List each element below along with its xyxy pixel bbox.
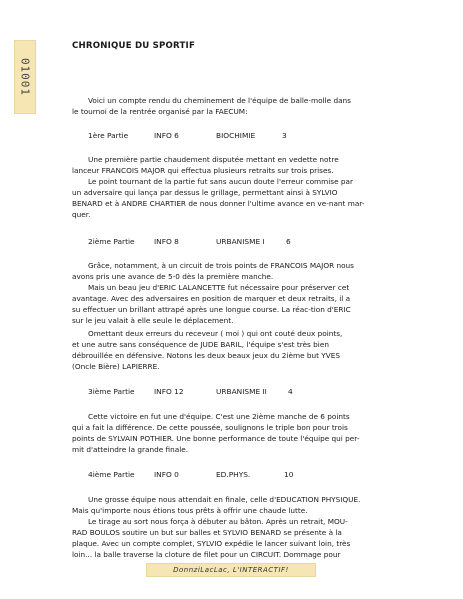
body-line: un adversaire qui lança par dessus le grillage, permettant ainsi à SYLVIO xyxy=(72,188,338,197)
body-line: avantage. Avec des adversaires en position de marquer et deux retraits, il a xyxy=(72,294,351,303)
game-part: 1ère Partie xyxy=(88,131,129,140)
body-line: mit d'atteindre la grande finale. xyxy=(72,445,189,454)
game-part: 2ième Partie xyxy=(88,237,135,246)
game-part: 4ième Partie xyxy=(88,470,135,479)
body-line: BENARD et à ANDRE CHARTIER de nous donner l'ultime avance en ve-nant mar- xyxy=(72,199,365,208)
body-line: débrouillée en défensive. Notons les deux beaux jeux du 2ième but YVES xyxy=(72,351,341,360)
footer-banner: DonnziLacLac, L'INTERACTIF! xyxy=(146,563,316,577)
team-home: INFO 12 xyxy=(154,387,184,396)
team-away: ED.PHYS. xyxy=(216,470,251,479)
body-line: Mais qu'importe nous étions tous prêts à offrir une chaude lutte. xyxy=(72,506,308,515)
body-line: Une grosse équipe nous attendait en finale, celle d'EDUCATION PHYSIQUE. xyxy=(88,495,361,504)
body-line: (Oncle Bière) LAPIERRE. xyxy=(72,362,160,371)
body-line: Mais un beau jeu d'ERIC LALANCETTE fut nécessaire pour préserver cet xyxy=(88,283,350,292)
body-line: Le point tournant de la partie fut sans aucun doute l'erreur commise par xyxy=(88,177,354,186)
game-part: 3ième Partie xyxy=(88,387,135,396)
archive-number: 01001 xyxy=(18,57,32,97)
team-away: URBANISME I xyxy=(216,237,265,246)
team-home: INFO 6 xyxy=(154,131,179,140)
intro-line: Voici un compte rendu du cheminement de l'équipe de balle-molle dans xyxy=(88,96,351,105)
body-line: points de SYLVAIN POTHIER. Une bonne performance de toute l'équipe qui per- xyxy=(72,434,360,443)
team-away: URBANISME II xyxy=(216,387,267,396)
body-line: Une première partie chaudement disputée mettant en vedette notre xyxy=(88,155,339,164)
body-line: su effectuer un brillant attrapé après une longue course. La réac-tion d'ERIC xyxy=(72,305,351,314)
archive-stamp xyxy=(14,40,36,114)
body-line: lanceur FRANCOIS MAJOR qui effectua plusieurs retraits sur trois prises. xyxy=(72,166,334,175)
body-line: quer. xyxy=(72,210,91,219)
team-away: BIOCHIMIE xyxy=(216,131,256,140)
team-home: INFO 0 xyxy=(154,470,179,479)
body-line: loin... la balle traverse la cloture de filet pour un CIRCUIT. Dommage pour xyxy=(72,550,341,559)
body-line: Cette victoire en fut une d'équipe. C'est une 2ième manche de 6 points xyxy=(88,412,350,421)
team-away-score: 10 xyxy=(284,470,294,479)
body-line: Grâce, notamment, à un circuit de trois points de FRANCOIS MAJOR nous xyxy=(88,261,354,270)
body-line: Le tirage au sort nous força à débuter au bâton. Après un retrait, MOU- xyxy=(88,517,348,526)
body-line: RAD BOULOS soutire un but sur balles et SYLVIO BENARD se présente à la xyxy=(72,528,342,537)
body-line: avons pris une avance de 5-0 dès la première manche. xyxy=(72,272,274,281)
body-line: sur le jeu valait à elle seule le déplacement. xyxy=(72,316,234,325)
body-line: Omettant deux erreurs du receveur ( moi ) qui ont couté deux points, xyxy=(88,329,343,338)
intro-line: le tournoi de la rentrée organisé par la FAECUM: xyxy=(72,107,248,116)
team-away-score: 4 xyxy=(288,387,293,396)
article-title: CHRONIQUE DU SPORTIF xyxy=(72,41,196,51)
team-away-score: 6 xyxy=(286,237,291,246)
body-line: plaque. Avec un compte complet, SYLVIO expédie le lancer suivant loin, très xyxy=(72,539,351,548)
team-home: INFO 8 xyxy=(154,237,179,246)
team-away-score: 3 xyxy=(282,131,287,140)
body-line: et une autre sans conséquence de JUDE BARIL, l'équipe s'est très bien xyxy=(72,340,329,349)
body-line: qui a fait la différence. De cette poussée, soulignons le triple bon pour trois xyxy=(72,423,348,432)
